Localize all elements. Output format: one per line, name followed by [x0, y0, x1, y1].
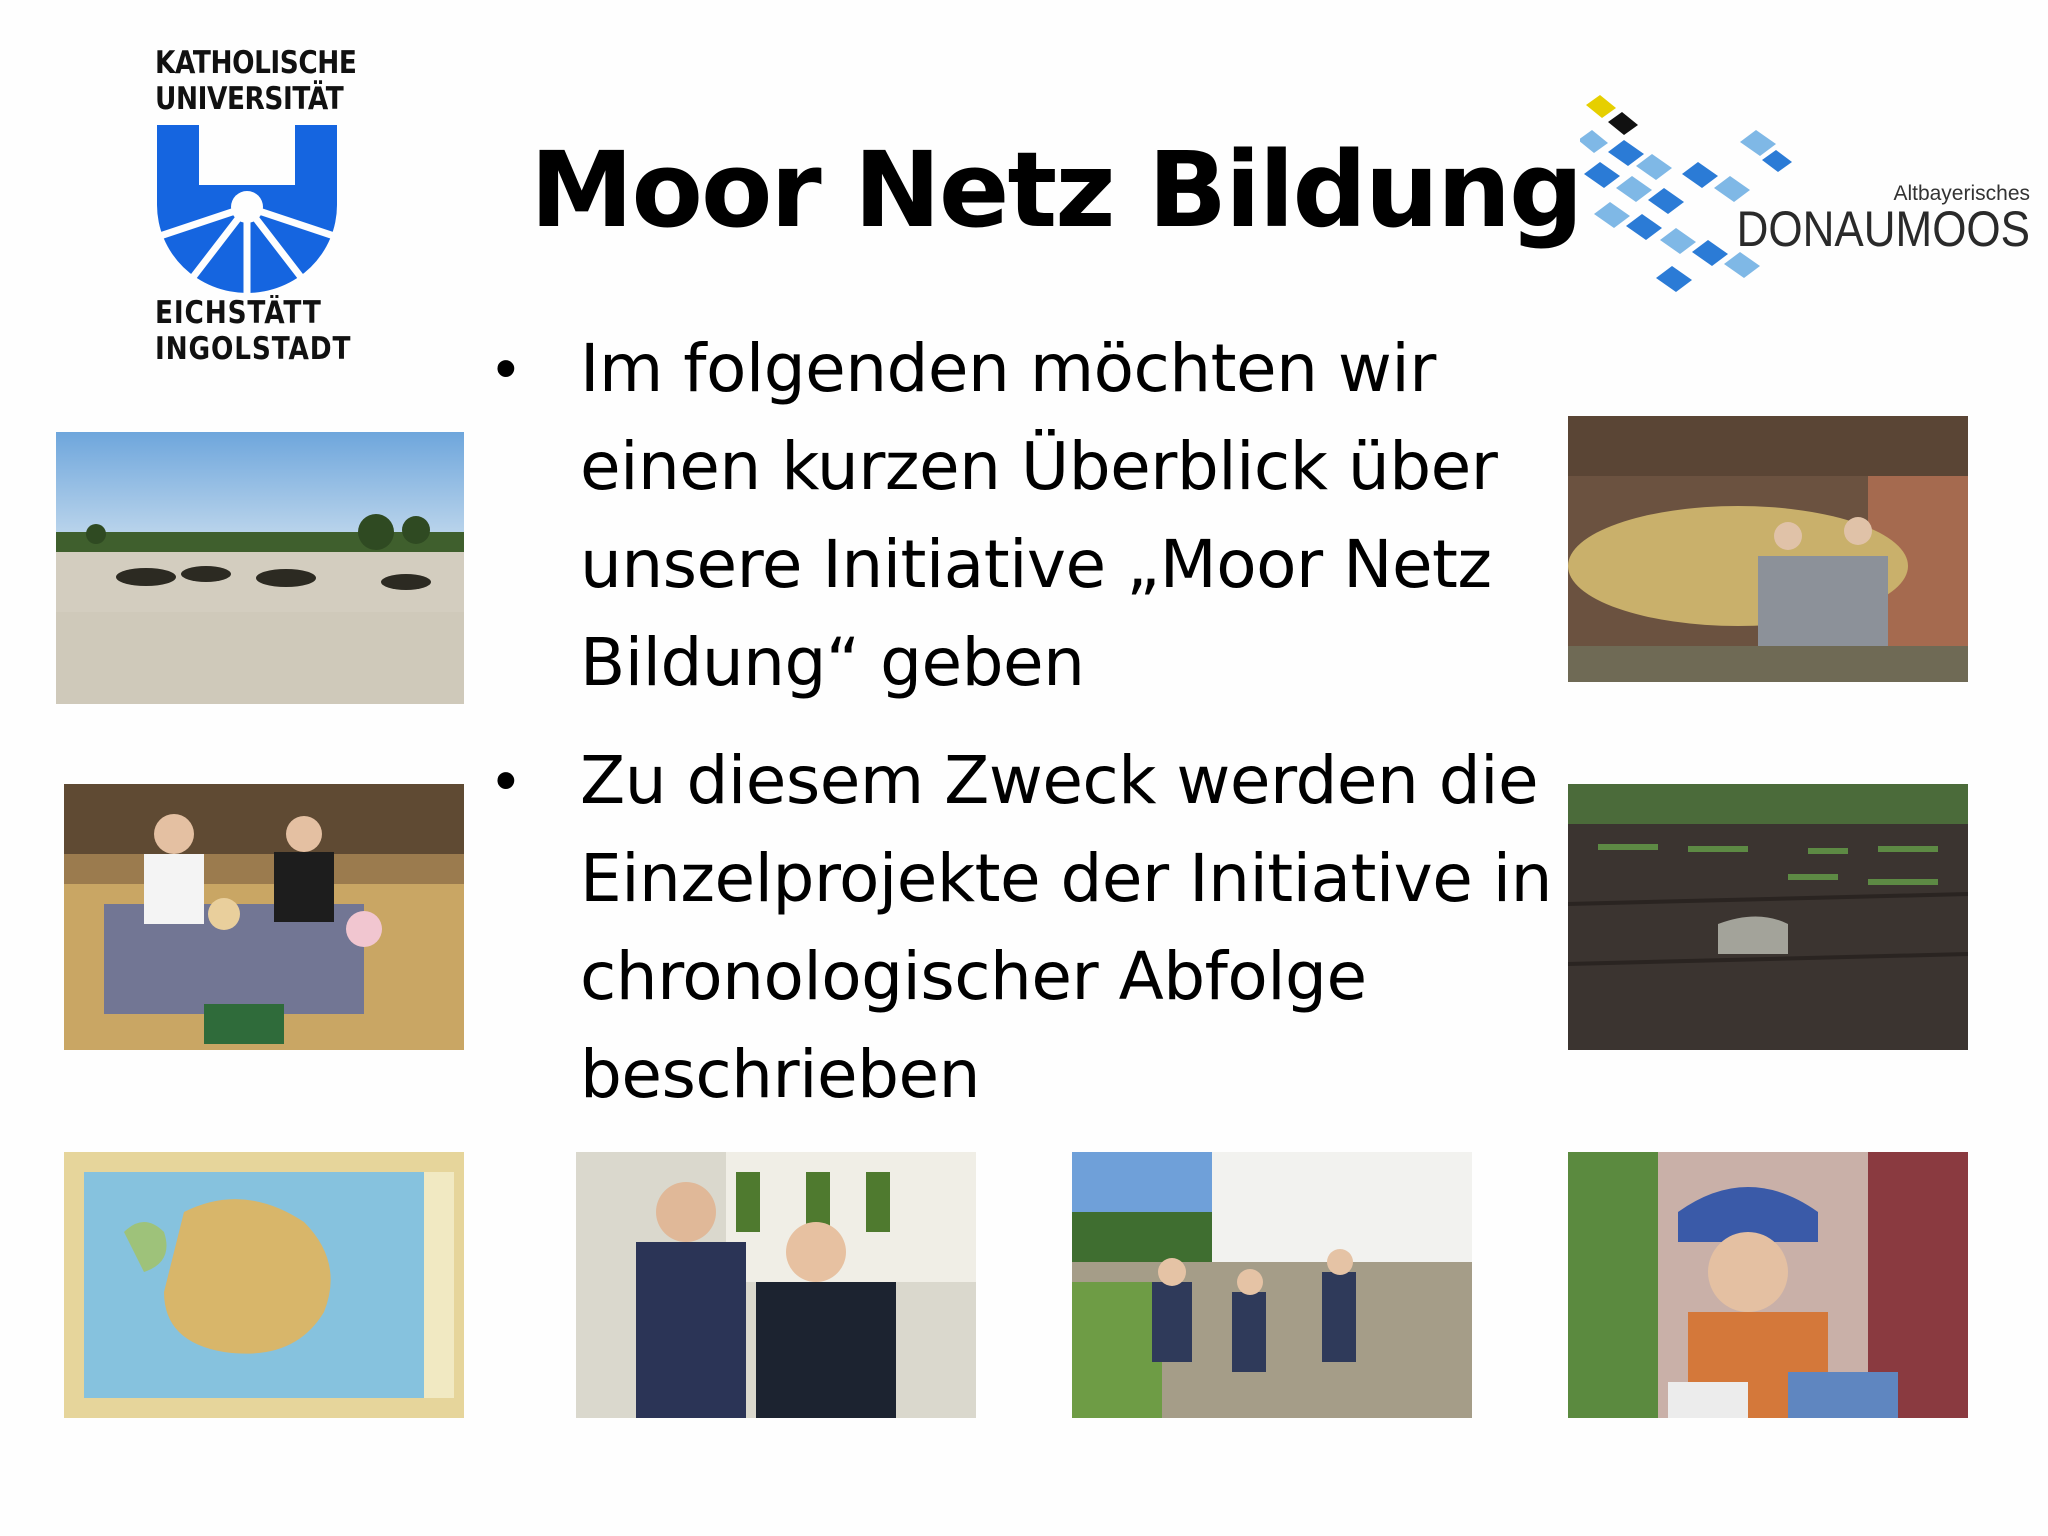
photo-europe-map — [64, 1152, 464, 1418]
photo-garden-beds — [1568, 784, 1968, 1050]
ku-line-4: INGOLSTADT — [155, 331, 352, 367]
ku-line-1: KATHOLISCHE — [155, 45, 357, 81]
donaumoos-small-text: Altbayerisches — [1893, 182, 2030, 205]
ku-line-3: EICHSTÄTT — [155, 295, 322, 331]
ku-line-2: UNIVERSITÄT — [155, 81, 344, 117]
ku-eichstaett-logo — [155, 45, 357, 375]
donaumoos-logo — [1580, 90, 2030, 300]
ku-shield-icon — [157, 125, 337, 293]
bullet-text: Zu diesem Zweck werden die Einzelprojekte der Initiative in chronologischer Abfolge beschrieben — [580, 742, 1552, 1113]
photo-children-outdoor — [1072, 1152, 1472, 1418]
ku-logo-bottom-text — [155, 295, 352, 367]
diamond-pattern-icon — [1580, 90, 1840, 300]
bullet-list — [495, 320, 1575, 1144]
photo-children-straw — [64, 784, 464, 1050]
photo-boy-and-woman — [576, 1152, 976, 1418]
ku-logo-top-text — [155, 45, 357, 117]
bullet-item — [495, 320, 1575, 712]
donaumoos-big-text: DONAUMOOS — [1736, 201, 2030, 257]
photo-field-animals — [56, 432, 464, 704]
bullet-dot: • — [495, 334, 517, 403]
bullet-item — [495, 732, 1575, 1124]
bullet-dot: • — [495, 746, 517, 815]
bullet-text: Im folgenden möchten wir einen kurzen Überblick über unsere Initiative „Moor Netz Bildung“ geben — [580, 330, 1498, 701]
slide-title: Moor Netz Bildung — [530, 129, 1582, 251]
photo-child-cap — [1568, 1152, 1968, 1418]
photo-hay-wagon — [1568, 416, 1968, 682]
